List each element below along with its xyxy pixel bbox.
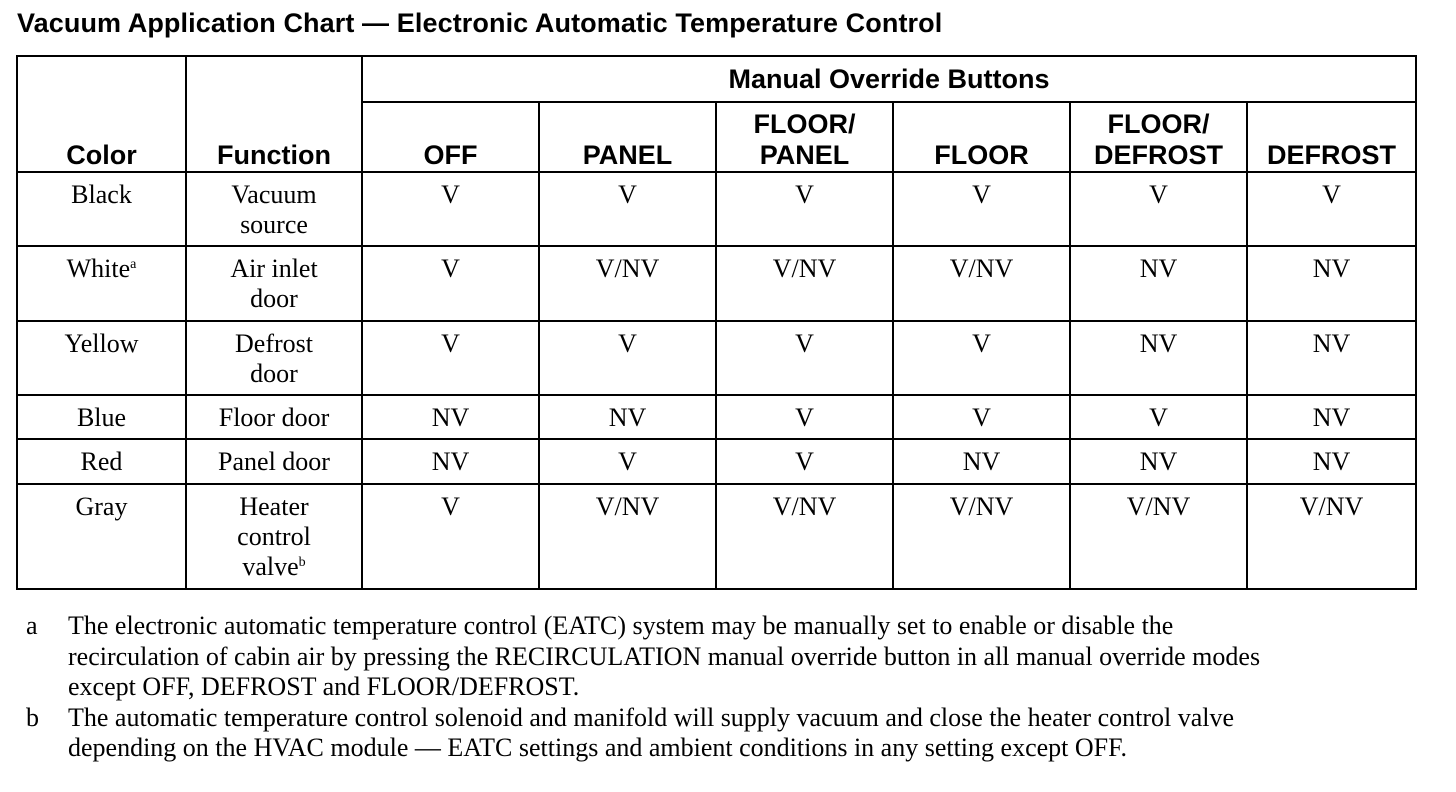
vacuum-state-cell: V [362,484,539,589]
vacuum-state-cell: V [716,439,893,484]
vacuum-state-cell: V [539,439,716,484]
function-cell [186,246,362,321]
cell-line: Panel door [218,447,330,476]
footnotes [26,611,1446,764]
vacuum-state-cell: NV [1247,439,1416,484]
vacuum-state-cell: V/NV [893,484,1070,589]
cell-line: DEFROST [1093,140,1223,170]
vacuum-state-cell: V [539,172,716,246]
vacuum-state-cell: V/NV [1247,484,1416,589]
vacuum-state-cell: V [893,395,1070,439]
footnote-text [68,703,1446,764]
vacuum-state-cell: V [716,321,893,395]
cell-line: Air inlet [230,254,318,283]
footnote-letter: a [26,611,38,640]
table-row [17,439,1416,484]
vacuum-state-cell: V [539,321,716,395]
vacuum-state-cell: V/NV [539,246,716,321]
chart-title: Vacuum Application Chart — Electronic Automatic Temperature Control [17,8,943,38]
cell-line: PANEL [759,140,850,170]
vacuum-state-cell: V [362,246,539,321]
vacuum-state-cell: V/NV [1070,484,1247,589]
footnote-line: The electronic automatic temperature control (EATC) system may be manually set to enable or disable the [68,611,1174,640]
color-name: White [66,254,131,283]
color-cell [17,439,186,484]
vacuum-state-cell: NV [1247,395,1416,439]
button-column-header [1070,102,1247,172]
function-cell [186,484,362,589]
manual-override-header: Manual Override Buttons [362,56,1416,102]
table-row [17,321,1416,395]
cell-line: Floor door [218,403,330,432]
vacuum-application-table [16,55,1417,590]
cell-line: valve [242,552,299,581]
function-cell [186,395,362,439]
footnote [26,703,1446,764]
footnote-line: depending on the HVAC module — EATC settings and ambient conditions in any setting except OFF. [68,733,1127,762]
header-row-top [17,56,1416,102]
table-row [17,484,1416,589]
vacuum-state-cell: V/NV [716,246,893,321]
vacuum-state-cell: V/NV [716,484,893,589]
function-cell [186,321,362,395]
color-cell [17,321,186,395]
vacuum-state-cell: NV [1070,321,1247,395]
function-column-header: Function [186,56,362,172]
button-column-header [539,102,716,172]
vacuum-state-cell: V [362,172,539,246]
vacuum-state-cell: V [716,395,893,439]
vacuum-state-cell: NV [362,395,539,439]
color-name: Blue [76,403,127,432]
color-cell [17,172,186,246]
footnote-line: The automatic temperature control solenoid and manifold will supply vacuum and close the heater control valve [68,702,1235,732]
cell-line: FLOOR/ [753,109,856,139]
vacuum-state-cell: NV [1070,439,1247,484]
footnote-text [68,611,1446,703]
cell-line: FLOOR [934,140,1029,170]
vacuum-state-cell: NV [539,395,716,439]
vacuum-state-cell: V [893,321,1070,395]
button-column-header [716,102,893,172]
vacuum-state-cell: NV [1247,246,1416,321]
color-name: Gray [75,492,128,521]
color-column-header: Color [17,56,186,172]
table-row [17,246,1416,321]
vacuum-state-cell: V [893,172,1070,246]
table-row [17,172,1416,246]
vacuum-state-cell: V/NV [893,246,1070,321]
vacuum-state-cell: V [1070,172,1247,246]
vacuum-state-cell: V [716,172,893,246]
cell-line: DEFROST [1266,140,1396,170]
table-body [17,172,1416,589]
vacuum-state-cell: NV [1247,321,1416,395]
footnote-line: recirculation of cabin air by pressing the RECIRCULATION manual override button in all manual override modes [68,641,1261,671]
function-cell [186,439,362,484]
footnote-letter: b [26,702,39,732]
button-column-header [893,102,1070,172]
color-name: Red [80,447,123,476]
color-cell [17,395,186,439]
button-column-header [362,102,539,172]
table-row [17,395,1416,439]
footnote [26,611,1446,703]
color-cell [17,246,186,321]
footnote-line: except OFF, DEFROST and FLOOR/DEFROST. [68,672,580,701]
color-name: Black [71,180,132,209]
vacuum-state-cell: V [1247,172,1416,246]
cell-line: door [250,284,298,313]
vacuum-state-cell: V [362,321,539,395]
cell-line: OFF [423,140,478,170]
color-cell [17,484,186,589]
footnote-marker: b [298,555,306,570]
vacuum-state-cell: V/NV [539,484,716,589]
vacuum-state-cell: NV [1070,246,1247,321]
vacuum-state-cell: NV [362,439,539,484]
function-cell [186,172,362,246]
cell-line: control [237,522,311,551]
cell-line: Vacuum [231,180,317,209]
cell-line: door [250,359,298,388]
vacuum-state-cell: V [1070,395,1247,439]
cell-line: Heater [239,492,309,521]
footnote-marker: a [130,257,137,272]
button-column-header [1247,102,1416,172]
cell-line: FLOOR/ [1107,109,1210,139]
cell-line: PANEL [582,140,673,170]
vacuum-state-cell: NV [893,439,1070,484]
cell-line: Defrost [235,329,313,358]
color-name: Yellow [64,329,139,358]
cell-line: source [240,210,308,239]
